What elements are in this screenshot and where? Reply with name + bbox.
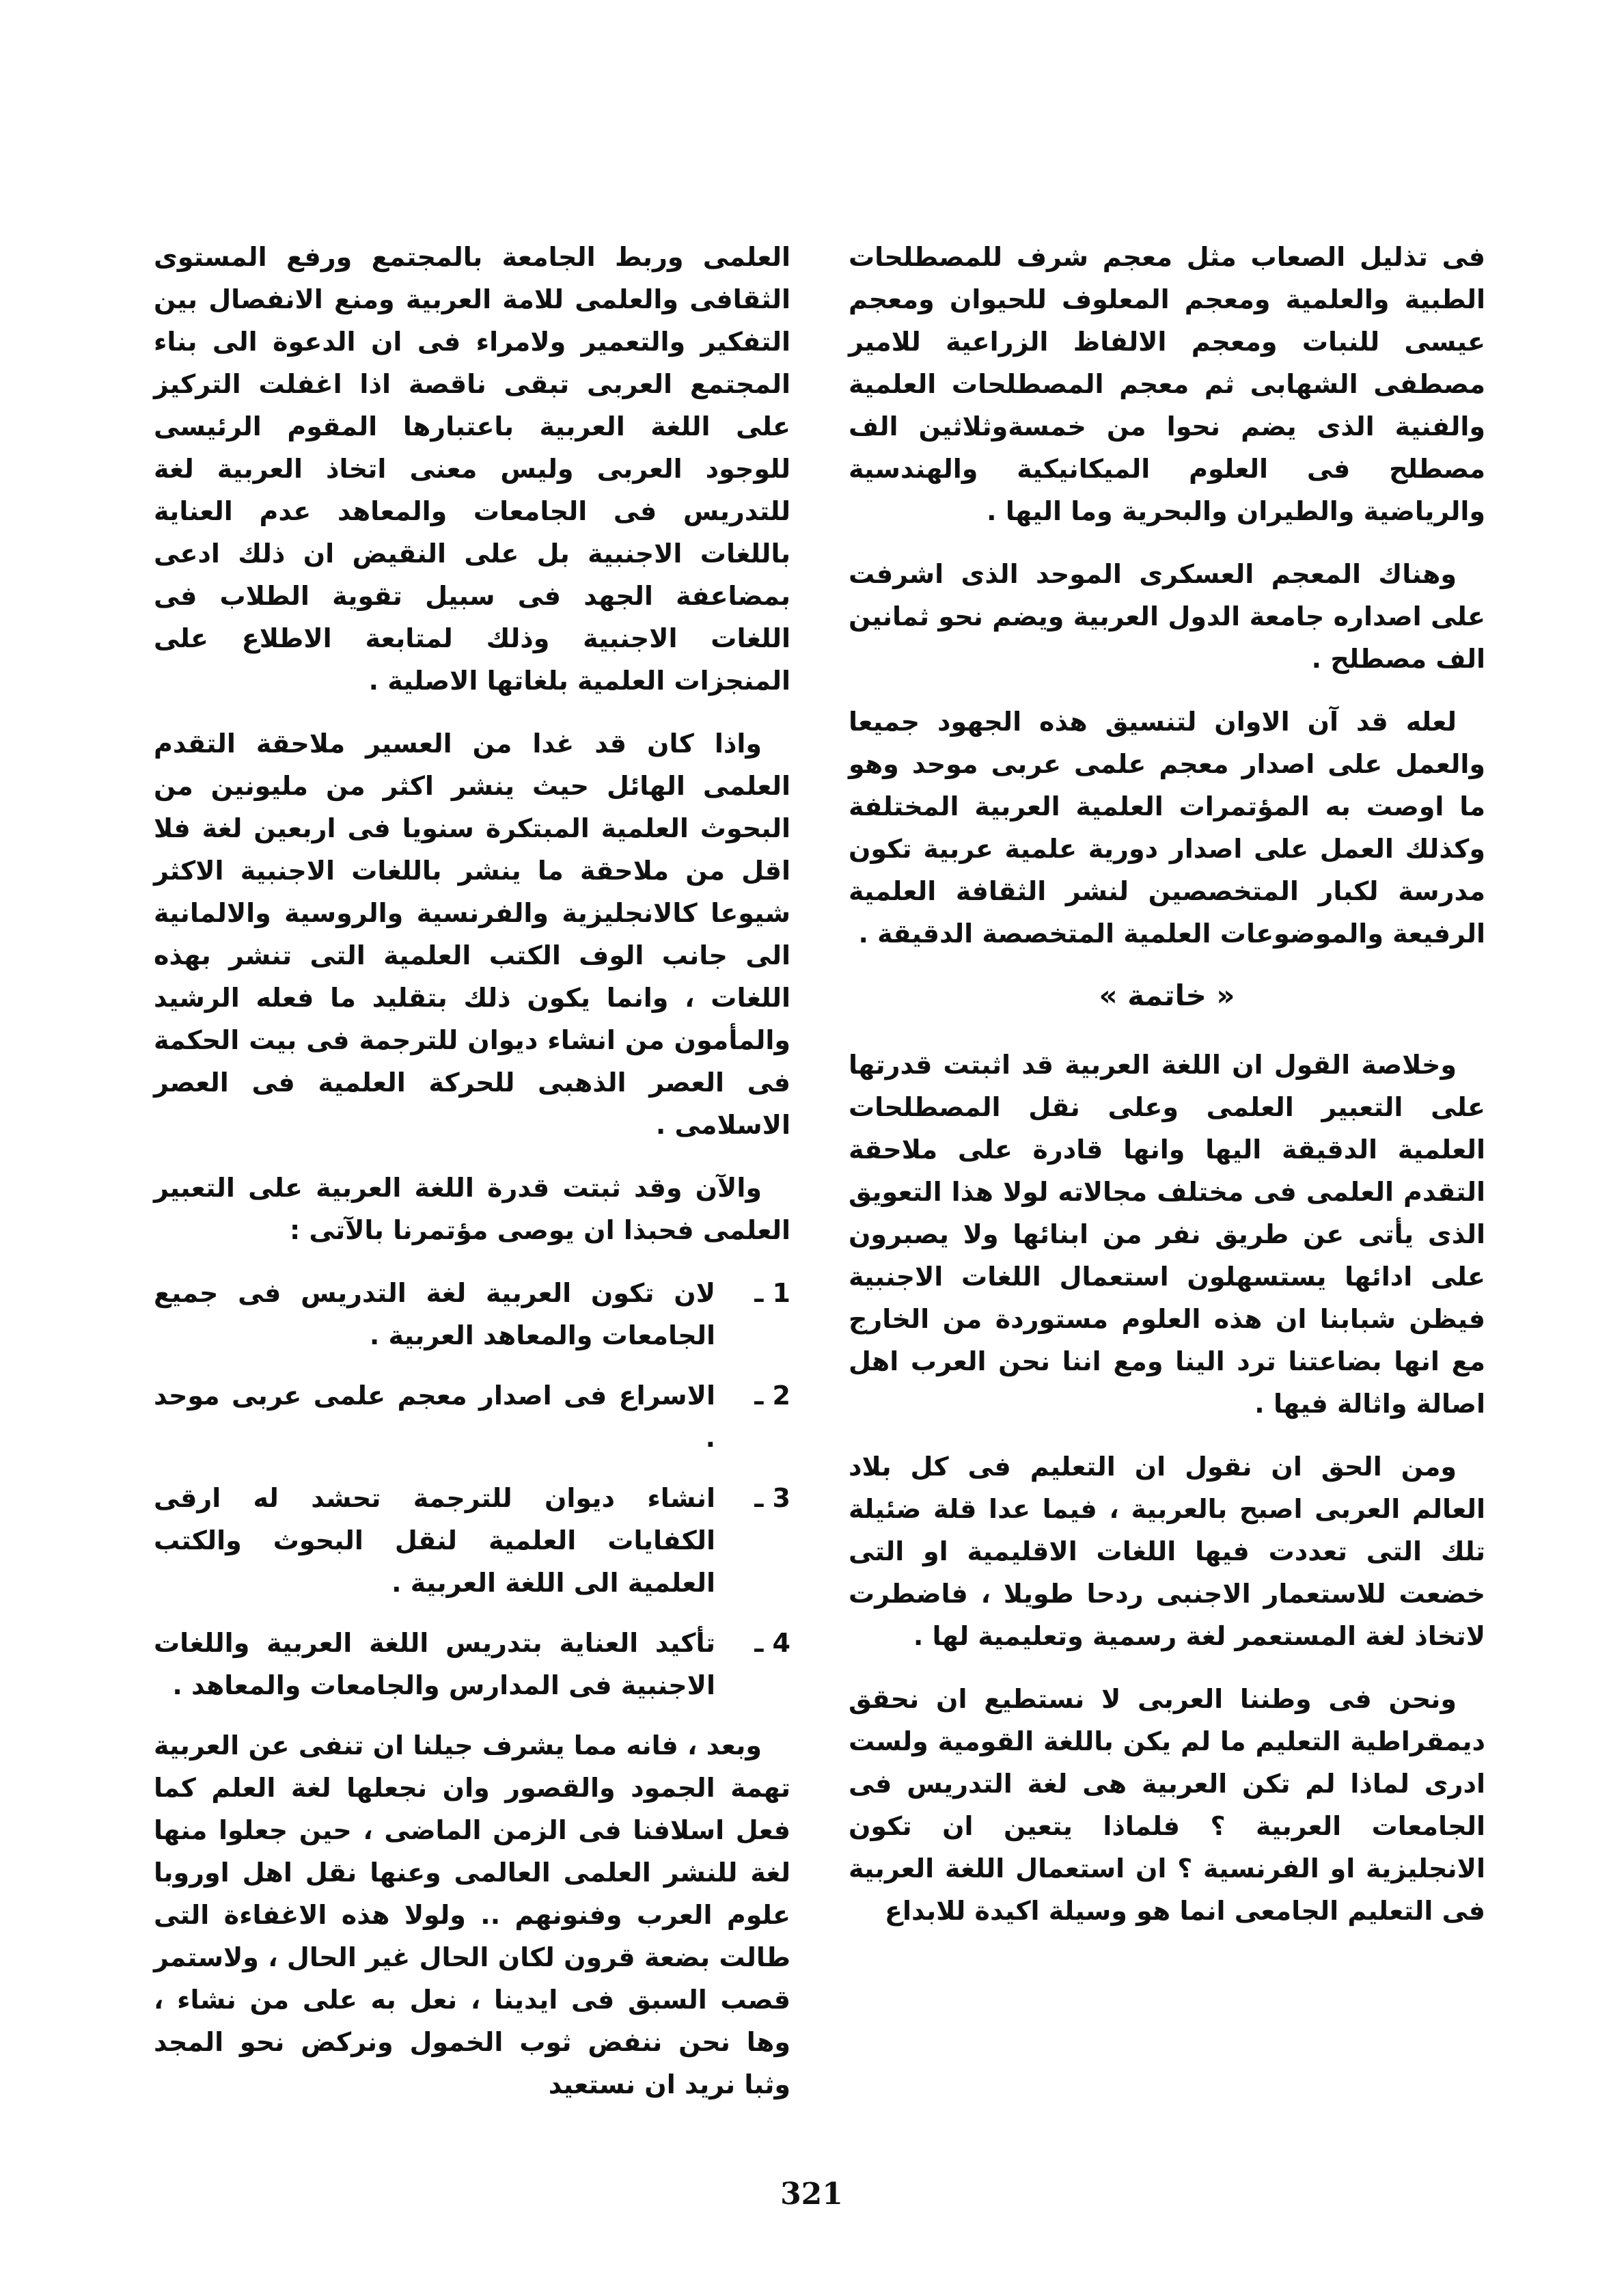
recommendation-text: لان تكون العربية لغة التدريس فى جميع الجامعات والمعاهد العربية . <box>154 1278 715 1350</box>
left-paragraph-4: وبعد ، فانه مما يشرف جيلنا ان تنفى عن العربية تهمة الجمود والقصور وان نجعلها لغة العلم كما فعل اسلافنا فى الزمن الماضى ، حين جعلوا منها لغة للنشر العلمى العالمى وعنها نقل اهل اوروبا علوم العرب وفنونهم .. ولولا هذه الاغفاءة التى طالت بضعة قرون لكان الحال غير الحال ، ولاستمر قصب السبق فى ايدينا ، نعل به على من نشاء ، وها نحن ننفض ثوب الخمول ونركض نحو المجد وثبا نريد ان نستعيد <box>154 1730 790 2099</box>
right-paragraph-5: ومن الحق ان نقول ان التعليم فى كل بلاد العالم العربى اصبح بالعربية ، فيما عدا قلة ضئيلة تلك التى تعددت فيها اللغات الاقليمية او التى خضعت للاستعمار الاجنبى ردحا طويلا ، فاضطرت لاتخاذ لغة المستعمر لغة رسمية وتعليمية لها . <box>849 1452 1485 1651</box>
right-paragraph-3: لعله قد آن الاوان لتنسيق هذه الجهود جميعا والعمل على اصدار معجم علمى عربى موحد وهو ما اوصت به المؤتمرات العلمية العربية المختلفة وكذلك العمل على اصدار دورية علمية عربية تكون مدرسة لكبار المتخصصين لنشر الثقافة العلمية الرفيعة والموضوعات العلمية المتخصصة الدقيقة . <box>849 707 1485 949</box>
recommendation-number: 4 ـ <box>754 1628 790 1658</box>
recommendation-number: 2 ـ <box>754 1381 790 1411</box>
right-paragraph-1: فى تذليل الصعاب مثل معجم شرف للمصطلحات الطبية والعلمية ومعجم المعلوف للحيوان ومعجم عيسى للنبات ومعجم الالفاظ الزراعية للامير مصطفى الشهابى ثم معجم المصطلحات العلمية والفنية الذى يضم نحوا من خمسةوثلاثين الف مصطلح فى العلوم الميكانيكية والهندسية والرياضية والطيران والبحرية وما اليها . <box>849 242 1485 526</box>
left-paragraph-1: العلمى وربط الجامعة بالمجتمع ورفع المستوى الثقافى والعلمى للامة العربية ومنع الانفصال بين التفكير والتعمير ولامراء فى ان الدعوة الى بناء المجتمع العربى تبقى ناقصة اذا اغفلت التركيز على اللغة العربية باعتبارها المقوم الرئيسى للوجود العربى وليس معنى اتخاذ العربية لغة للتدريس فى الجامعات والمعاهد عدم العناية باللغات الاجنبية بل على النقيض ان ذلك ادعى بمضاعفة الجهد فى سبيل تقوية الطلاب فى اللغات الاجنبية وذلك لمتابعة الاطلاع على المنجزات العلمية بلغاتها الاصلية . <box>154 242 790 696</box>
right-paragraph-2: وهناك المعجم العسكرى الموحد الذى اشرفت على اصداره جامعة الدول العربية ويضم نحو ثمانين الف مصطلح . <box>849 559 1485 674</box>
right-column <box>849 236 1485 1953</box>
recommendation-item <box>154 1477 790 1604</box>
recommendation-text: الاسراع فى اصدار معجم علمى عربى موحد . <box>154 1381 715 1453</box>
recommendation-text: تأكيد العناية بتدريس اللغة العربية واللغات الاجنبية فى المدارس والجامعات والمعاهد . <box>154 1628 715 1700</box>
section-heading: « خاتمة » <box>1099 979 1235 1012</box>
recommendation-item <box>154 1622 790 1707</box>
page-number: 321 <box>780 2177 843 2212</box>
right-paragraph-6: ونحن فى وطننا العربى لا نستطيع ان نحقق ديمقراطية التعليم ما لم يكن باللغة القومية ولست ادرى لماذا لم تكن العربية هى لغة التدريس فى الجامعات العربية ؟ فلماذا يتعين ان تكون الانجليزية او الفرنسية ؟ ان استعمال اللغة العربية فى التعليم الجامعى انما هو وسيلة اكيدة للابداع <box>849 1684 1485 1926</box>
recommendation-text: انشاء ديوان للترجمة تحشد له ارقى الكفايات العلمية لنقل البحوث والكتب العلمية الى اللغة العربية . <box>154 1483 715 1598</box>
recommendation-item <box>154 1272 790 1357</box>
left-paragraph-3: والآن وقد ثبتت قدرة اللغة العربية على التعبير العلمى فحبذا ان يوصى مؤتمرنا بالآتى : <box>154 1173 790 1245</box>
recommendation-number: 3 ـ <box>754 1483 790 1513</box>
recommendation-item <box>154 1374 790 1459</box>
left-paragraph-2: واذا كان قد غدا من العسير ملاحقة التقدم العلمى الهائل حيث ينشر اكثر من مليونين من البحوث العلمية المبتكرة سنويا فى اربعين لغة فلا اقل من ملاحقة ما ينشر باللغات الاجنبية الاكثر شيوعا كالانجليزية والفرنسية والروسية والالمانية الى جانب الوف الكتب العلمية التى تنشر بهذه اللغات ، وانما يكون ذلك بتقليد ما فعله الرشيد والمأمون من انشاء ديوان للترجمة فى بيت الحكمة فى العصر الذهبى للحركة العلمية فى العصر الاسلامى . <box>154 729 790 1140</box>
recommendation-number: 1 ـ <box>754 1278 790 1308</box>
left-column <box>154 236 790 2126</box>
right-paragraph-4: وخلاصة القول ان اللغة العربية قد اثبتت قدرتها على التعبير العلمى وعلى نقل المصطلحات العلمية الدقيقة اليها وانها قادرة على ملاحقة التقدم العلمى فى مختلف مجالاته لولا هذا التعويق الذى يأتى عن طريق نفر من ابنائها ولا يصبرون على ادائها يستسهلون استعمال اللغات الاجنبية فيظن شبابنا ان هذه العلوم مستوردة من الخارج مع انها بضاعتنا ترد الينا ومع اننا نحن العرب اهل اصالة واثالة فيها . <box>849 1050 1485 1419</box>
